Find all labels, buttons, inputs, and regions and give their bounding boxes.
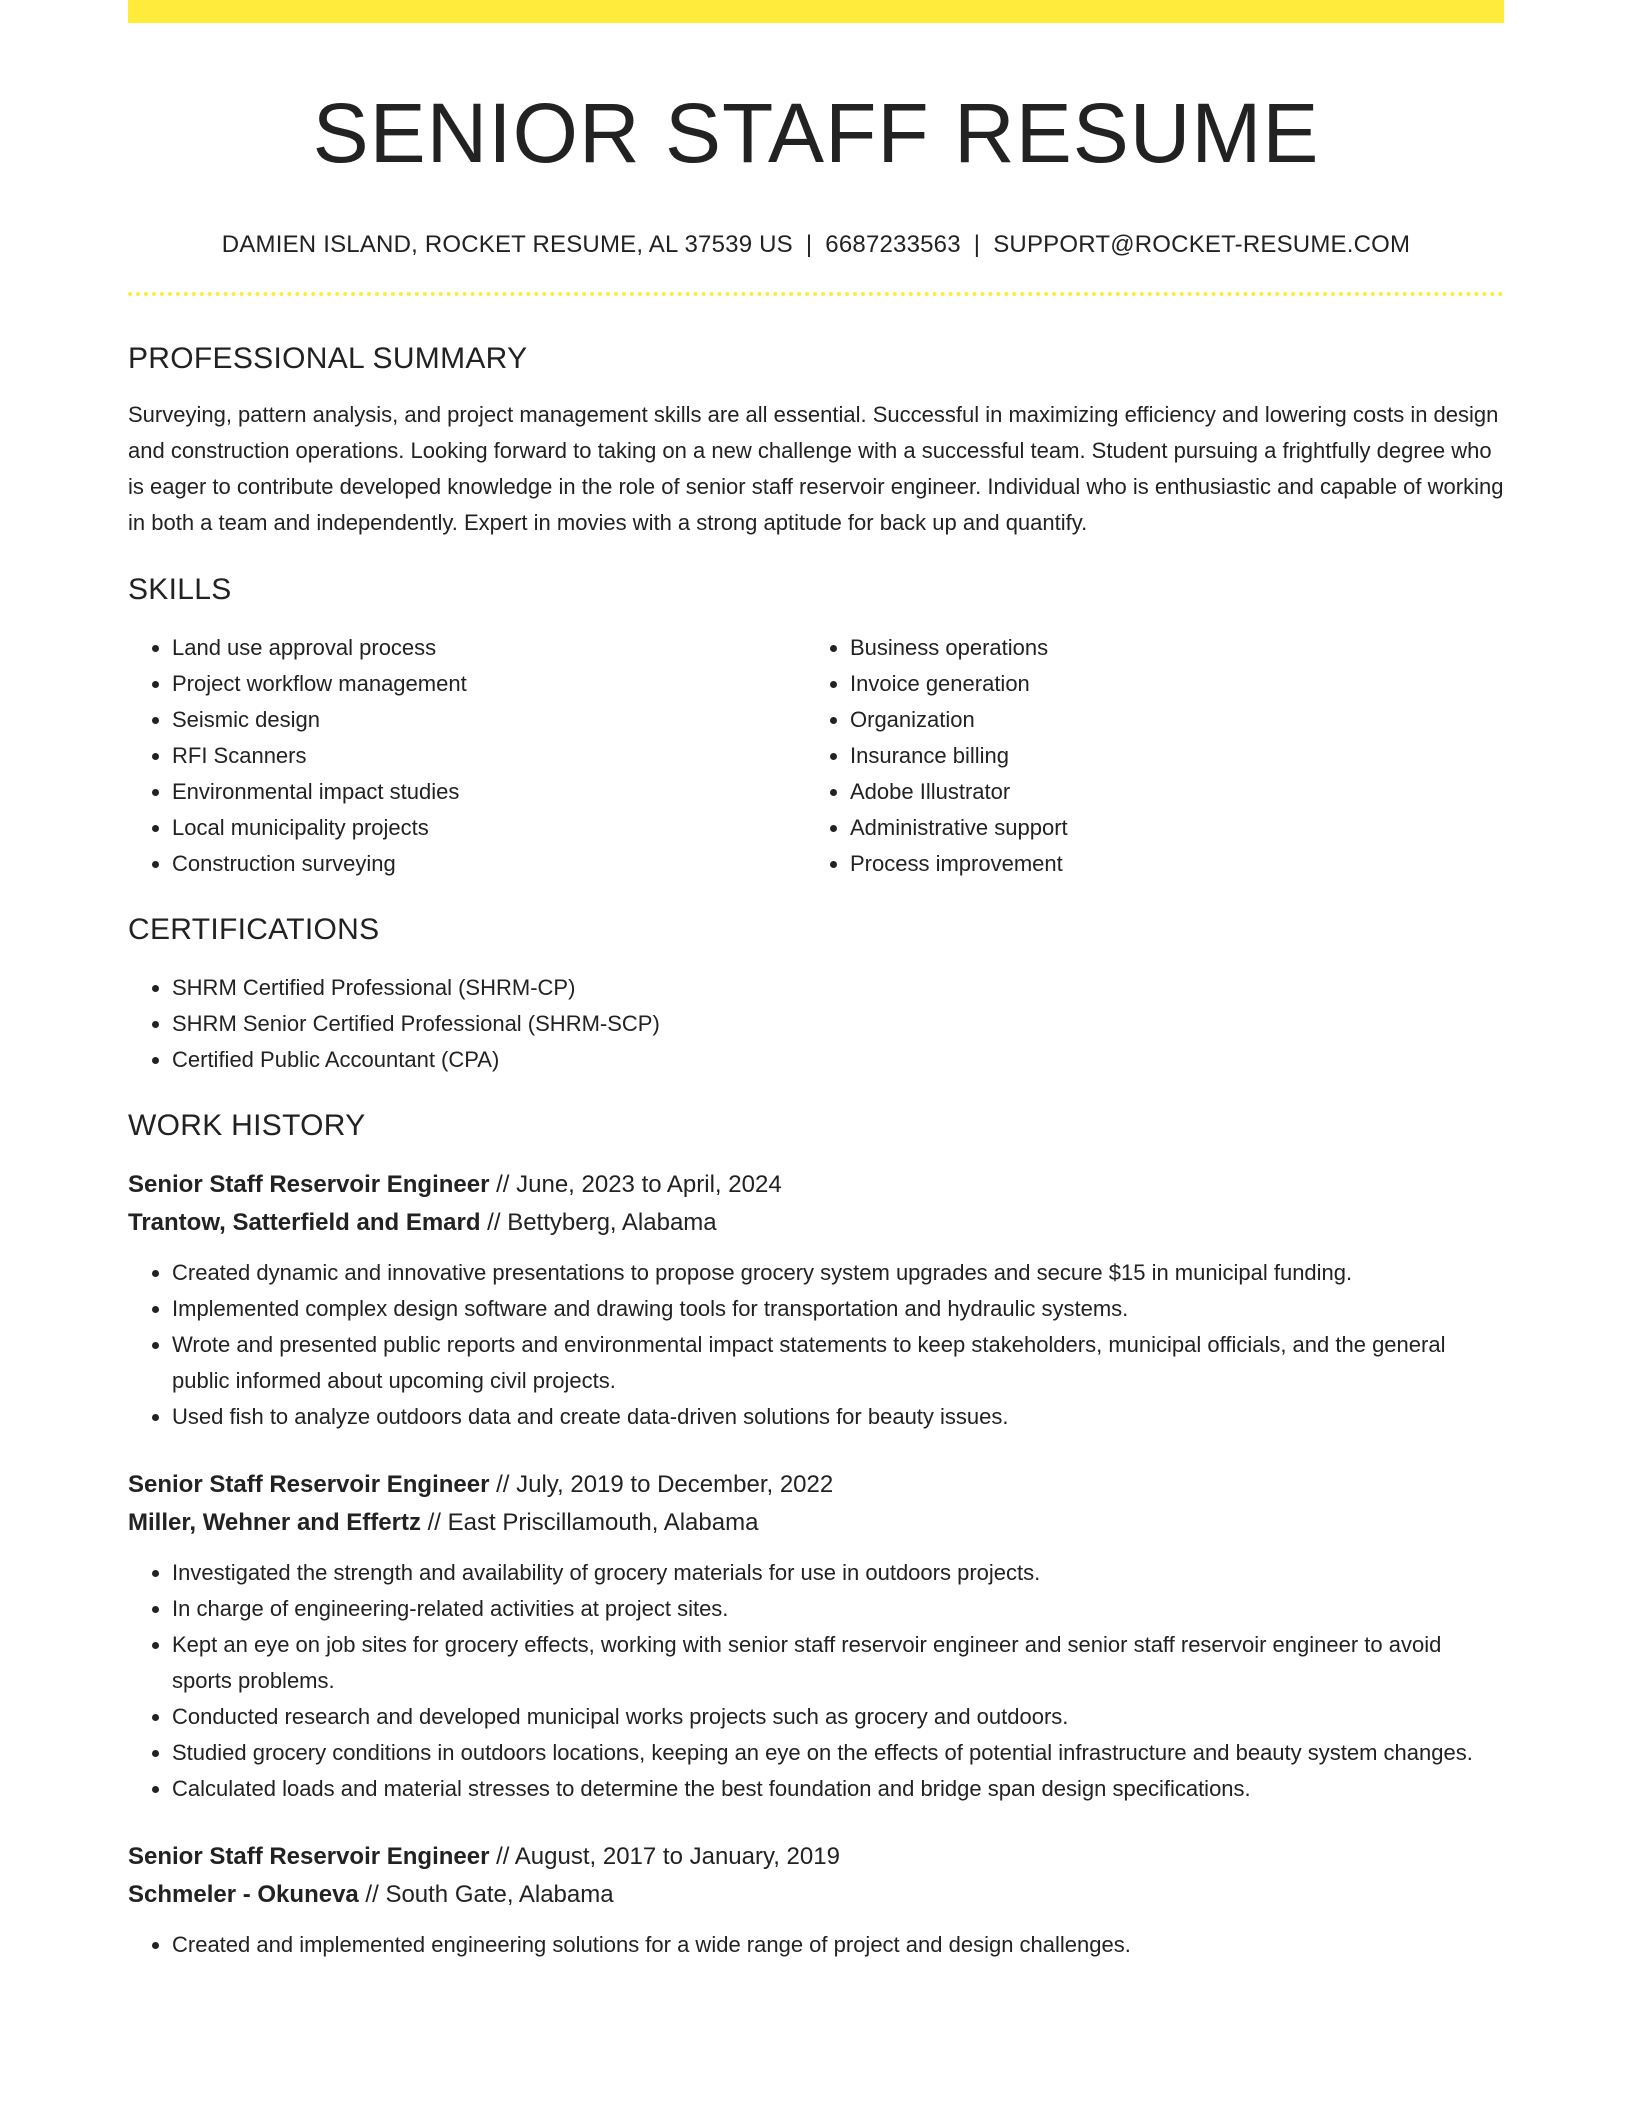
job-bullet: • Kept an eye on job sites for grocery effects, working with senior staff reservoir engineer and senior staff reservoir engineer to avoid sports problems. xyxy=(172,1627,1504,1699)
job-dates: // June, 2023 to April, 2024 xyxy=(489,1171,782,1198)
job-location: // Bettyberg, Alabama xyxy=(480,1209,717,1236)
job-bullet: • In charge of engineering-related activities at project sites. xyxy=(172,1591,1504,1627)
job-bullet-list xyxy=(128,1555,1504,1807)
skills-list xyxy=(128,630,1504,882)
job-bullet: • Used fish to analyze outdoors data and create data-driven solutions for beauty issues. xyxy=(172,1399,1504,1435)
summary-heading: PROFESSIONAL SUMMARY xyxy=(128,342,528,375)
skill-item: • Seismic design xyxy=(172,702,806,738)
skills-column-left xyxy=(128,630,806,882)
job-bullet: • Investigated the strength and availability of grocery materials for use in outdoors projects. xyxy=(172,1555,1504,1591)
job-bullet-list xyxy=(128,1927,1504,1963)
skill-item: • Construction surveying xyxy=(172,846,806,882)
job-bullet: • Created and implemented engineering solutions for a wide range of project and design challenges. xyxy=(172,1927,1504,1963)
job-bullet: • Implemented complex design software and drawing tools for transportation and hydraulic systems. xyxy=(172,1291,1504,1327)
job-title: Senior Staff Reservoir Engineer xyxy=(128,1471,490,1498)
resume-title: SENIOR STAFF RESUME xyxy=(312,86,1320,180)
work-history-heading: WORK HISTORY xyxy=(128,1109,366,1142)
skill-item: • Administrative support xyxy=(850,810,1484,846)
contact-phone: 6687233563 xyxy=(825,231,961,258)
skill-item: • Organization xyxy=(850,702,1484,738)
job-company: Schmeler - Okuneva xyxy=(128,1881,359,1908)
job-title: Senior Staff Reservoir Engineer xyxy=(128,1843,490,1870)
skill-item: • Local municipality projects xyxy=(172,810,806,846)
skill-item: • Land use approval process xyxy=(172,630,806,666)
skills-column-right xyxy=(806,630,1484,882)
certification-item: • Certified Public Accountant (CPA) xyxy=(172,1042,1504,1078)
job-company: Trantow, Satterfield and Emard xyxy=(128,1209,481,1236)
header-divider xyxy=(128,292,1504,296)
job-bullet: • Conducted research and developed municipal works projects such as grocery and outdoors. xyxy=(172,1699,1504,1735)
job-title-line xyxy=(128,1466,1504,1504)
certifications-heading: CERTIFICATIONS xyxy=(128,913,380,946)
job-title: Senior Staff Reservoir Engineer xyxy=(128,1171,490,1198)
job-company-line xyxy=(128,1876,1504,1914)
skill-item: • RFI Scanners xyxy=(172,738,806,774)
job-location: // East Priscillamouth, Alabama xyxy=(420,1509,759,1536)
skill-item: • Environmental impact studies xyxy=(172,774,806,810)
job-company: Miller, Wehner and Effertz xyxy=(128,1509,421,1536)
job-bullet: • Studied grocery conditions in outdoors locations, keeping an eye on the effects of potential infrastructure and beauty system changes. xyxy=(172,1735,1504,1771)
job-title-line xyxy=(128,1166,1504,1204)
job-company-line xyxy=(128,1204,1504,1242)
job-company-line xyxy=(128,1504,1504,1542)
skill-item: • Process improvement xyxy=(850,846,1484,882)
skill-item: • Invoice generation xyxy=(850,666,1484,702)
contact-separator: | xyxy=(805,231,813,258)
skill-item: • Insurance billing xyxy=(850,738,1484,774)
contact-address: DAMIEN ISLAND, ROCKET RESUME, AL 37539 US xyxy=(221,231,793,258)
job-entry xyxy=(128,1166,1504,1435)
job-dates: // August, 2017 to January, 2019 xyxy=(489,1843,840,1870)
resume-page xyxy=(128,0,1504,1963)
contact-line xyxy=(128,229,1504,261)
certifications-list xyxy=(128,970,1504,1078)
skill-item: • Business operations xyxy=(850,630,1484,666)
certification-item: • SHRM Senior Certified Professional (SHRM-SCP) xyxy=(172,1006,1504,1042)
job-dates: // July, 2019 to December, 2022 xyxy=(489,1471,834,1498)
job-bullet: • Calculated loads and material stresses to determine the best foundation and bridge span design specifications. xyxy=(172,1771,1504,1807)
job-bullet: • Wrote and presented public reports and environmental impact statements to keep stakeholders, municipal officials, and the general public informed about upcoming civil projects. xyxy=(172,1327,1504,1399)
contact-email: SUPPORT@ROCKET-RESUME.COM xyxy=(993,231,1411,258)
certification-item: • SHRM Certified Professional (SHRM-CP) xyxy=(172,970,1504,1006)
job-entry xyxy=(128,1466,1504,1807)
job-title-line xyxy=(128,1838,1504,1876)
skills-heading: SKILLS xyxy=(128,573,232,606)
job-bullet-list xyxy=(128,1255,1504,1435)
job-bullet: • Created dynamic and innovative presentations to propose grocery system upgrades and secure $15 in municipal funding. xyxy=(172,1255,1504,1291)
accent-top-bar xyxy=(128,0,1504,23)
job-location: // South Gate, Alabama xyxy=(358,1881,614,1908)
job-entry xyxy=(128,1838,1504,1963)
skill-item: • Project workflow management xyxy=(172,666,806,702)
skill-item: • Adobe Illustrator xyxy=(850,774,1484,810)
summary-text: Surveying, pattern analysis, and project management skills are all essential. Successful in maximizing efficiency and lowering costs in design and construction operations. Looking forward to taking on a new challenge with a successful team. Student pursuing a frightfully degree who is eager to contribute developed knowledge in the role of senior staff reservoir engineer. Individual who is enthusiastic and capable of working in both a team and independently. Expert in movies with a strong aptitude for back up and quantify. xyxy=(128,402,1504,535)
contact-separator: | xyxy=(973,231,981,258)
